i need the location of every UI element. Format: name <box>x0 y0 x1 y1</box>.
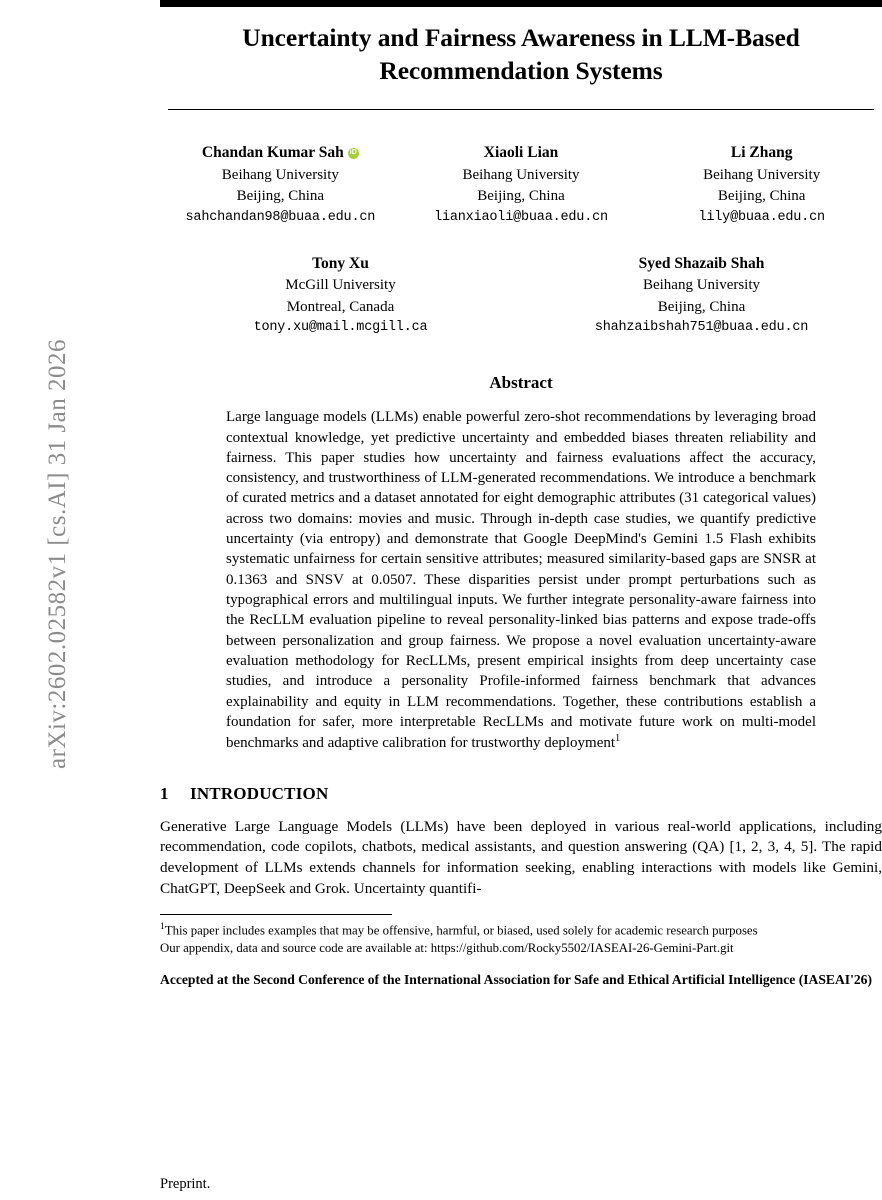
author-location: Beijing, China <box>657 298 746 315</box>
abstract-text <box>226 407 816 753</box>
footnote-block <box>160 921 882 956</box>
author-email: lily@buaa.edu.cn <box>698 209 825 225</box>
author-email: lianxiaoli@buaa.edu.cn <box>434 209 608 225</box>
author-affiliation: McGill University <box>285 277 396 294</box>
arxiv-stamp: arXiv:2602.02582v1 [cs.AI] 31 Jan 2026 <box>44 338 71 770</box>
author-location: Beijing, China <box>477 188 565 205</box>
footnote-line-2[interactable]: Our appendix, data and source code are available at: https://github.com/Rocky5502/IASEAI-26-Gemini-Part.git <box>160 940 734 955</box>
author-affiliation: Beihang University <box>642 277 761 294</box>
authors-row-1 <box>160 142 882 226</box>
footnote-marker: 1 <box>160 922 165 933</box>
title-divider <box>168 109 874 110</box>
author-name: Chandan Kumar Sah <box>201 144 344 162</box>
abstract-heading: Abstract <box>489 373 553 393</box>
author-block <box>160 142 401 226</box>
abstract-footnote-marker[interactable]: 1 <box>615 733 621 745</box>
introduction-paragraph: Generative Large Language Models (LLMs) have been deployed in various real-world applications, including recommendation, code copilots, chatbots, medical assistants, and question answering (QA) [1, 2, 3, 4, 5]. The rapid development of LLMs extends channels for information seeking, enabling interactions with models like Gemini, ChatGPT, DeepSeek and Grok. Uncertainty quantifi- <box>160 817 882 898</box>
abstract-paragraph: Large language models (LLMs) enable powerful zero-shot recommendations by leveraging broad contextual knowledge, yet predictive uncertainty and embedded biases threaten reliability and fairness. This paper studies how uncertainty and fairness evaluations affect the accuracy, consistency, and trustworthiness of LLM-generated recommendations. We introduce a benchmark of curated metrics and a dataset annotated for eight demographic attributes (31 categorical values) across two domains: movies and music. Through in-depth case studies, we quantify predictive uncertainty (via entropy) and demonstrate that Google DeepMind's Gemini 1.5 Flash exhibits systematic unfairness for certain sensitive attributes; measured similarity-based gaps are SNSR at 0.1363 and SNSV at 0.0507. These disparities persist under prompt perturbations such as typographical errors and multilingual inputs. We further integrate personality-aware fairness into the RecLLM evaluation pipeline to reveal personality-linked bias patterns and expose trade-offs between personalization and group fairness. We propose a novel evaluation uncertainty-aware evaluation methodology for RecLLMs, present empirical insights from deep uncertainty case studies, and introduce a personality Profile-informed fairness benchmark that advances explainability and equity in LLM recommendations. Together, these contributions establish a foundation for safer, more interpretable RecLLMs and motivate future work on multi-model benchmarks and adaptive calibration for trustworthy deployment <box>226 409 816 752</box>
author-block <box>401 142 642 226</box>
author-email: shahzaibshah751@buaa.edu.cn <box>594 320 809 336</box>
section-title: INTRODUCTION <box>190 783 329 803</box>
page-title: Uncertainty and Fairness Awareness in LLM-Based Recommendation Systems <box>242 23 800 85</box>
author-name: Syed Shazaib Shah <box>638 254 765 272</box>
paper-content <box>160 0 882 1200</box>
author-affiliation: Beihang University <box>703 166 821 183</box>
author-block <box>641 142 882 226</box>
author-email: sahchandan98@buaa.edu.cn <box>185 209 376 225</box>
author-name: Xiaoli Lian <box>483 144 559 162</box>
author-affiliation: Beihang University <box>221 166 339 183</box>
author-block <box>160 253 521 337</box>
author-email: tony.xu@mail.mcgill.ca <box>253 320 428 336</box>
author-block <box>521 253 882 337</box>
preprint-label: Preprint. <box>160 1176 211 1192</box>
author-name: Li Zhang <box>730 144 793 162</box>
orcid-icon[interactable] <box>348 148 359 159</box>
section-heading-introduction <box>160 784 882 804</box>
author-name: Tony Xu <box>312 254 369 272</box>
footnote-line-1: This paper includes examples that may be offensive, harmful, or biased, used solely for academic research purposes <box>164 923 758 938</box>
acceptance-note: Accepted at the Second Conference of the International Association for Safe and Ethical Artificial Intelligence (IASEAI'26) <box>160 971 872 987</box>
author-location: Beijing, China <box>717 188 806 205</box>
footnote-divider <box>160 914 392 915</box>
authors-row-2 <box>160 253 882 337</box>
author-location: Beijing, China <box>236 188 325 205</box>
author-location: Montreal, Canada <box>286 298 395 315</box>
section-number: 1 <box>160 783 169 803</box>
author-affiliation: Beihang University <box>462 166 580 183</box>
